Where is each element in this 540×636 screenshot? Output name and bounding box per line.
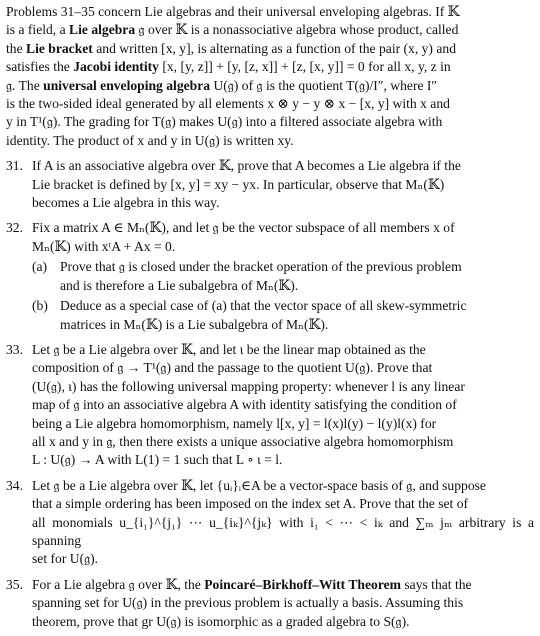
problem-line: set for U(𝔤). [32, 551, 99, 567]
subproblem-text [60, 258, 534, 295]
problem-number: 32. [6, 220, 23, 236]
intro-line: the Lie bracket and written [x, y], is alternating as a function of the pair (x, y) and [6, 40, 456, 56]
intro-line: y in T¹(𝔤). The grading for T(𝔤) makes U(𝔤) into a filtered associate algebra with [6, 114, 443, 130]
problem-text [32, 219, 534, 333]
problem-line: map of 𝔤 into an associative algebra A with identity satisfying the condition of [32, 397, 457, 413]
problem-line: composition of 𝔤 → T¹(𝔤) and the passage to the quotient U(𝔤). Prove that [32, 360, 433, 376]
subproblem-a [32, 258, 534, 295]
problem-line: theorem, prove that gr U(𝔤) is isomorphic as a graded algebra to S(𝔤). [32, 613, 410, 629]
subproblem-line: and is therefore a Lie subalgebra of Mₙ(𝕂). [60, 277, 299, 293]
subproblem-b [32, 297, 534, 334]
subproblem-line: Prove that 𝔤 is closed under the bracket operation of the previous problem [60, 259, 462, 275]
intro-line: is the two-sided ideal generated by all elements x ⊗ y − y ⊗ x − [x, y] with x and [6, 96, 450, 112]
problem-line: being a Lie algebra homomorphism, namely l[x, y] = l(x)l(y) − l(y)l(x) for [32, 415, 437, 431]
problem-line: all monomials u_{i₁}^{j₁} ⋯ u_{iₖ}^{jₖ} with i₁ < ⋯ < iₖ and ∑ₘ jₘ arbitrary is a spanning [32, 514, 534, 548]
problem-34 [6, 477, 534, 569]
problem-line: Mₙ(𝕂) with xᵗA + Ax = 0. [32, 238, 176, 254]
problem-33 [6, 341, 534, 470]
problem-line: all x and y in 𝔤, then there exists a unique associative algebra homomorphism [32, 433, 454, 449]
problem-line: spanning set for U(𝔤) in the previous problem is actually a basis. Assuming this [32, 595, 464, 611]
subproblem-label: (a) [32, 259, 48, 275]
problem-line: If A is an associative algebra over 𝕂, prove that A becomes a Lie algebra if the [32, 158, 461, 174]
intro-line: satisfies the Jacobi identity [x, [y, z]] + [y, [z, x]] + [z, [x, y]] = 0 for all x, y, z in [6, 59, 451, 75]
problem-line: Fix a matrix A ∈ Mₙ(𝕂), and let 𝔤 be the vector subspace of all members x of [32, 220, 455, 236]
problem-text [32, 477, 534, 569]
problem-line: Lie bracket is defined by [x, y] = xy − yx. In particular, observe that Mₙ(𝕂) [32, 176, 445, 192]
problem-text [32, 157, 534, 212]
intro-paragraph [6, 3, 534, 150]
problem-line: For a Lie algebra 𝔤 over 𝕂, the Poincaré–Birkhoff–Witt Theorem says that the [32, 576, 472, 592]
problem-number: 33. [6, 341, 23, 357]
subproblem-label: (b) [32, 298, 48, 314]
problem-line: that a simple ordering has been imposed on the index set A. Prove that the set of [32, 496, 469, 512]
problem-text [32, 341, 534, 470]
subproblem-text [60, 297, 534, 334]
intro-line: Problems 31–35 concern Lie algebras and their universal enveloping algebras. If 𝕂 [6, 4, 460, 19]
subproblem-line: Deduce as a special case of (a) that the vector space of all skew-symmetric [60, 298, 467, 314]
intro-line: identity. The product of x and y in U(𝔤) is written xy. [6, 132, 294, 148]
problem-31 [6, 157, 534, 212]
problem-line: Let 𝔤 be a Lie algebra over 𝕂, and let ι be the linear map obtained as the [32, 341, 426, 357]
problem-text [32, 576, 534, 631]
problem-line: Let 𝔤 be a Lie algebra over 𝕂, let {uᵢ}ᵢ∈A be a vector-space basis of 𝔤, and suppose [32, 477, 486, 493]
problem-35 [6, 576, 534, 631]
problem-line: (U(𝔤), ι) has the following universal mapping property: whenever l is any linear [32, 378, 465, 394]
intro-line: is a field, a Lie algebra 𝔤 over 𝕂 is a nonassociative algebra whose product, called [6, 22, 459, 38]
problem-number: 34. [6, 477, 23, 493]
problem-number: 35. [6, 576, 23, 592]
problem-32 [6, 219, 534, 333]
problem-number: 31. [6, 158, 23, 174]
subproblem-line: matrices in Mₙ(𝕂) is a Lie subalgebra of Mₙ(𝕂). [60, 316, 329, 332]
problem-line: becomes a Lie algebra in this way. [32, 195, 220, 211]
problem-line: L : U(𝔤) → A with L(1) = 1 such that L ∘ ι = l. [32, 452, 283, 468]
intro-line: 𝔤. The universal enveloping algebra U(𝔤) of 𝔤 is the quotient T(𝔤)/I″, where I″ [6, 77, 438, 93]
